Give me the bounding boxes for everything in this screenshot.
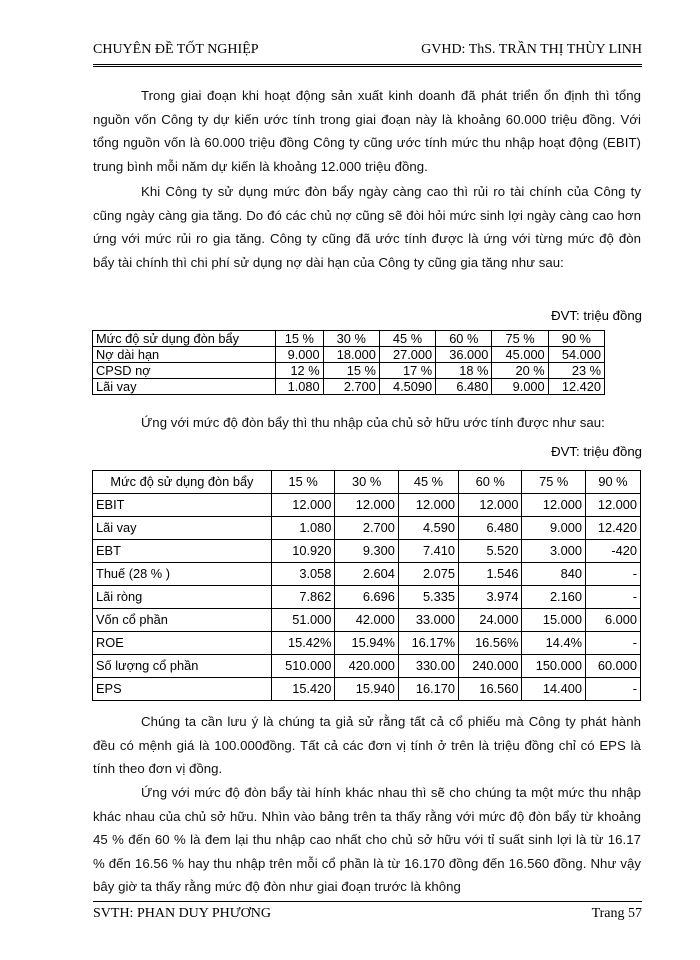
row-label: EPS bbox=[93, 678, 272, 701]
table-cell: 240.000 bbox=[458, 655, 522, 678]
table-cell: 20 % bbox=[492, 363, 548, 379]
table-header-row bbox=[93, 471, 641, 494]
table-cell: -420 bbox=[585, 540, 640, 563]
table-cell: 1.546 bbox=[458, 563, 522, 586]
table-header-cell: 15 % bbox=[276, 331, 324, 347]
table-row bbox=[93, 632, 641, 655]
table-cell: 420.000 bbox=[335, 655, 399, 678]
table-cell: 12.000 bbox=[585, 494, 640, 517]
table-row bbox=[93, 678, 641, 701]
table-cell: 10.920 bbox=[271, 540, 335, 563]
table-cell: 3.000 bbox=[522, 540, 586, 563]
table-cell: - bbox=[585, 678, 640, 701]
table-cell: - bbox=[585, 563, 640, 586]
table-cell: 150.000 bbox=[522, 655, 586, 678]
row-label: ROE bbox=[93, 632, 272, 655]
table-cell: 24.000 bbox=[458, 609, 522, 632]
table-cell: 16.170 bbox=[398, 678, 458, 701]
table-cell: 12.000 bbox=[335, 494, 399, 517]
table-header-cell: Mức độ sử dụng đòn bẩy bbox=[93, 331, 276, 347]
row-label: Lãi ròng bbox=[93, 586, 272, 609]
table-cell: 54.000 bbox=[548, 347, 604, 363]
unit-label-1: ĐVT: triệu đồng bbox=[551, 308, 642, 323]
table-cell: 15.000 bbox=[522, 609, 586, 632]
table-cell: 16.560 bbox=[458, 678, 522, 701]
table-cell: 840 bbox=[522, 563, 586, 586]
paragraph-3: Ứng với mức độ đòn bẩy thì thu nhập của chủ sở hữu ước tính được như sau: bbox=[141, 415, 605, 430]
table-cell: 17 % bbox=[379, 363, 435, 379]
table-cell: 18.000 bbox=[323, 347, 379, 363]
page-header bbox=[93, 38, 642, 67]
table-row bbox=[93, 494, 641, 517]
table-cell: 33.000 bbox=[398, 609, 458, 632]
table-cell: 12 % bbox=[276, 363, 324, 379]
table-header-cell: 75 % bbox=[492, 331, 548, 347]
table-cell: 9.000 bbox=[276, 347, 324, 363]
table-cell: 23 % bbox=[548, 363, 604, 379]
table-cell: 15.42% bbox=[271, 632, 335, 655]
table-row bbox=[93, 379, 605, 395]
owner-income-table bbox=[92, 470, 641, 701]
table-cell: 5.520 bbox=[458, 540, 522, 563]
table-cell: 15.940 bbox=[335, 678, 399, 701]
table-cell: 12.420 bbox=[585, 517, 640, 540]
row-label: Vốn cổ phần bbox=[93, 609, 272, 632]
table-header-cell: 45 % bbox=[379, 331, 435, 347]
table-cell: 12.420 bbox=[548, 379, 604, 395]
table-cell: 9.000 bbox=[492, 379, 548, 395]
table-header-cell: Mức độ sử dụng đòn bẩy bbox=[93, 471, 272, 494]
table-cell: 9.300 bbox=[335, 540, 399, 563]
table-header-cell: 90 % bbox=[548, 331, 604, 347]
table-cell: 7.410 bbox=[398, 540, 458, 563]
table-cell: - bbox=[585, 586, 640, 609]
row-label: Nợ dài hạn bbox=[93, 347, 276, 363]
table-cell: 12.000 bbox=[522, 494, 586, 517]
table-cell: 510.000 bbox=[271, 655, 335, 678]
table-cell: 15.94% bbox=[335, 632, 399, 655]
table-cell: 2.700 bbox=[335, 517, 399, 540]
table-cell: 18 % bbox=[436, 363, 492, 379]
table-row bbox=[93, 563, 641, 586]
table-row bbox=[93, 586, 641, 609]
table-header-cell: 90 % bbox=[585, 471, 640, 494]
row-label: CPSD nợ bbox=[93, 363, 276, 379]
table-header-row bbox=[93, 331, 605, 347]
table-cell: 12.000 bbox=[458, 494, 522, 517]
header-left-title: CHUYÊN ĐỀ TỐT NGHIỆP bbox=[93, 42, 259, 57]
table-row bbox=[93, 347, 605, 363]
table-header-cell: 30 % bbox=[323, 331, 379, 347]
table-cell: 4.590 bbox=[398, 517, 458, 540]
table-cell: 4.5090 bbox=[379, 379, 435, 395]
table-row bbox=[93, 517, 641, 540]
table-cell: 5.335 bbox=[398, 586, 458, 609]
table-header-cell: 15 % bbox=[271, 471, 335, 494]
table-cell: 330.00 bbox=[398, 655, 458, 678]
table-row bbox=[93, 655, 641, 678]
row-label: Số lượng cổ phần bbox=[93, 655, 272, 678]
paragraph-1: Trong giai đoạn khi hoạt động sản xuất kinh doanh đã phát triển ổn định thì tổng nguồn vốn Công ty dự kiến ước tính trong giai đoạn này là khoảng 60.000 triệu đồng. Với tổng nguồn vốn là 60.000 triệu đồng Công ty cũng ước tính mức thu nhập hoạt động (EBIT) trung bình mỗi năm dự kiến là khoảng 12.000 triệu đồng. bbox=[93, 88, 641, 174]
table-cell: 16.56% bbox=[458, 632, 522, 655]
table-cell: 1.080 bbox=[271, 517, 335, 540]
table-cell: - bbox=[585, 632, 640, 655]
row-label: EBIT bbox=[93, 494, 272, 517]
table-cell: 15.420 bbox=[271, 678, 335, 701]
row-label: Lãi vay bbox=[93, 517, 272, 540]
table-cell: 45.000 bbox=[492, 347, 548, 363]
paragraph-4: Chúng ta cần lưu ý là chúng ta giả sử rằng tất cả cổ phiếu mà Công ty phát hành đều có mệnh giá là 100.000đồng. Tất cả các đơn vị tính ở trên là triệu đồng chỉ có EPS là tính theo đơn vị đồng. bbox=[93, 714, 641, 776]
page-footer bbox=[93, 901, 642, 926]
table-cell: 9.000 bbox=[522, 517, 586, 540]
table-row bbox=[93, 540, 641, 563]
table-cell: 12.000 bbox=[271, 494, 335, 517]
row-label: EBT bbox=[93, 540, 272, 563]
table-cell: 36.000 bbox=[436, 347, 492, 363]
table-cell: 1.080 bbox=[276, 379, 324, 395]
table-cell: 6.000 bbox=[585, 609, 640, 632]
table-cell: 3.974 bbox=[458, 586, 522, 609]
table-cell: 2.700 bbox=[323, 379, 379, 395]
table-cell: 51.000 bbox=[271, 609, 335, 632]
table-header-cell: 60 % bbox=[458, 471, 522, 494]
table-row bbox=[93, 363, 605, 379]
header-advisor: GVHD: ThS. TRẦN THỊ THÙY LINH bbox=[421, 42, 642, 57]
table-cell: 7.862 bbox=[271, 586, 335, 609]
paragraph-5: Ứng với mức độ đòn bẩy tài hính khác nhau thì sẽ cho chúng ta một mức thu nhập khác nhau của chủ sở hữu. Nhìn vào bảng trên ta thấy rằng với mức độ đòn bẩy từ khoảng 45 % đến 60 % là đem lại thu nhập cao nhất cho chủ sở hữu với tỉ suất sinh lợi là từ 16.17 % đến 16.56 % hay thu nhập trên mỗi cổ phần là từ 16.170 đồng đến 16.560 đồng. Như vậy bây giờ ta thấy rằng mức độ đòn như giai đoạn trước là không bbox=[93, 785, 641, 894]
paragraph-2: Khi Công ty sử dụng mức đòn bẩy ngày càng cao thì rủi ro tài chính của Công ty cũng ngày càng gia tăng. Do đó các chủ nợ cũng sẽ đòi hỏi mức sinh lợi ngày càng cao hơn ứng với mức rủi ro gia tăng. Công ty cũng đã ước tính được là ứng với từng mức độ đòn bẩy tài chính thì chi phí sử dụng nợ dài hạn của Công ty cũng gia tăng như sau: bbox=[93, 184, 641, 270]
table-cell: 42.000 bbox=[335, 609, 399, 632]
table-cell: 14.4% bbox=[522, 632, 586, 655]
table-cell: 60.000 bbox=[585, 655, 640, 678]
table-cell: 2.075 bbox=[398, 563, 458, 586]
table-cell: 2.604 bbox=[335, 563, 399, 586]
debt-cost-table bbox=[92, 330, 605, 395]
table-header-cell: 30 % bbox=[335, 471, 399, 494]
table-cell: 6.480 bbox=[458, 517, 522, 540]
table-cell: 2.160 bbox=[522, 586, 586, 609]
table-cell: 3.058 bbox=[271, 563, 335, 586]
unit-label-2: ĐVT: triệu đồng bbox=[551, 444, 642, 459]
table-cell: 6.480 bbox=[436, 379, 492, 395]
table-row bbox=[93, 609, 641, 632]
row-label: Lãi vay bbox=[93, 379, 276, 395]
page-number: Trang 57 bbox=[591, 906, 642, 921]
table-header-cell: 45 % bbox=[398, 471, 458, 494]
table-cell: 15 % bbox=[323, 363, 379, 379]
table-cell: 14.400 bbox=[522, 678, 586, 701]
table-cell: 16.17% bbox=[398, 632, 458, 655]
footer-student: SVTH: PHAN DUY PHƯƠNG bbox=[93, 906, 271, 921]
table-header-cell: 60 % bbox=[436, 331, 492, 347]
table-header-cell: 75 % bbox=[522, 471, 586, 494]
row-label: Thuế (28 % ) bbox=[93, 563, 272, 586]
table-cell: 27.000 bbox=[379, 347, 435, 363]
table-cell: 12.000 bbox=[398, 494, 458, 517]
table-cell: 6.696 bbox=[335, 586, 399, 609]
